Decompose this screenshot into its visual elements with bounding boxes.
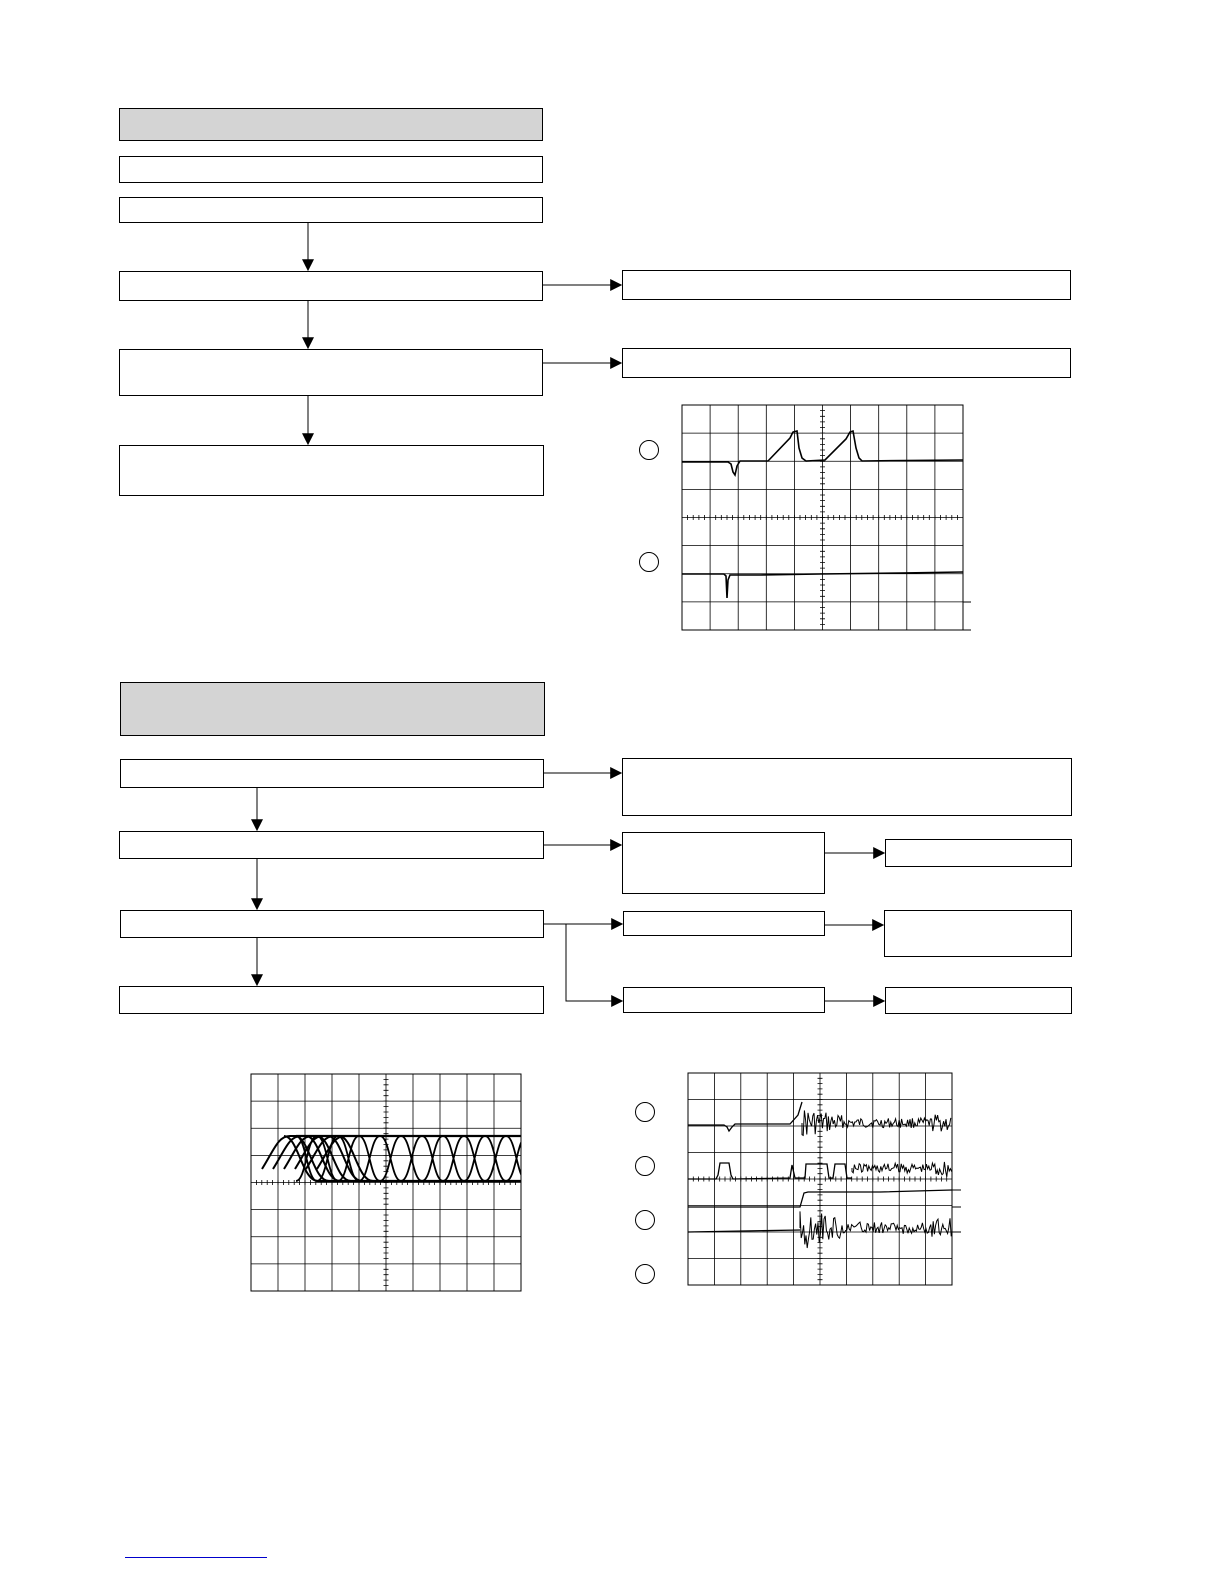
scope-2-eye-rise-5 [306,1136,525,1169]
scope-2-eye-cross-down [506,1136,527,1181]
footer-link-underline[interactable] [125,1557,267,1558]
scope-2-grid [251,1074,521,1291]
scope-1-grid [682,405,963,630]
scope-2-eye-cross-up [527,1136,548,1181]
scope-2-eye-cross-down [527,1136,548,1181]
scope-3-grid [688,1073,952,1285]
oscilloscope-2 [251,1074,548,1291]
flow2-arrow-branch-b [566,924,622,1001]
scope-3-trace-1-flat [688,1102,802,1131]
scope-3-channel-marker-1 [636,1103,655,1122]
scope-3-channel-marker-2 [636,1157,655,1176]
scope-2-eye-cross-down [485,1136,506,1181]
scope-3-trace-2-noise [852,1162,952,1177]
scope-3-trace-2-flat [688,1163,852,1179]
scope-2-eye-cross-down [380,1136,401,1181]
scope-3-trace-1-noise [802,1111,951,1136]
scope-1-channel-marker-1 [640,441,659,460]
oscilloscope-3 [636,1073,962,1285]
scope-3-trace-4-noise [800,1211,951,1248]
scope-2-eye-cross-down [443,1136,464,1181]
oscilloscope-1 [640,405,972,630]
scope-3-channel-marker-3 [636,1211,655,1230]
scope-2-eye-rise-2 [273,1136,525,1169]
scope-1-channel-marker-2 [640,553,659,572]
scope-2-eye-cross-down [401,1136,422,1181]
scope-3-channel-marker-4 [636,1265,655,1284]
